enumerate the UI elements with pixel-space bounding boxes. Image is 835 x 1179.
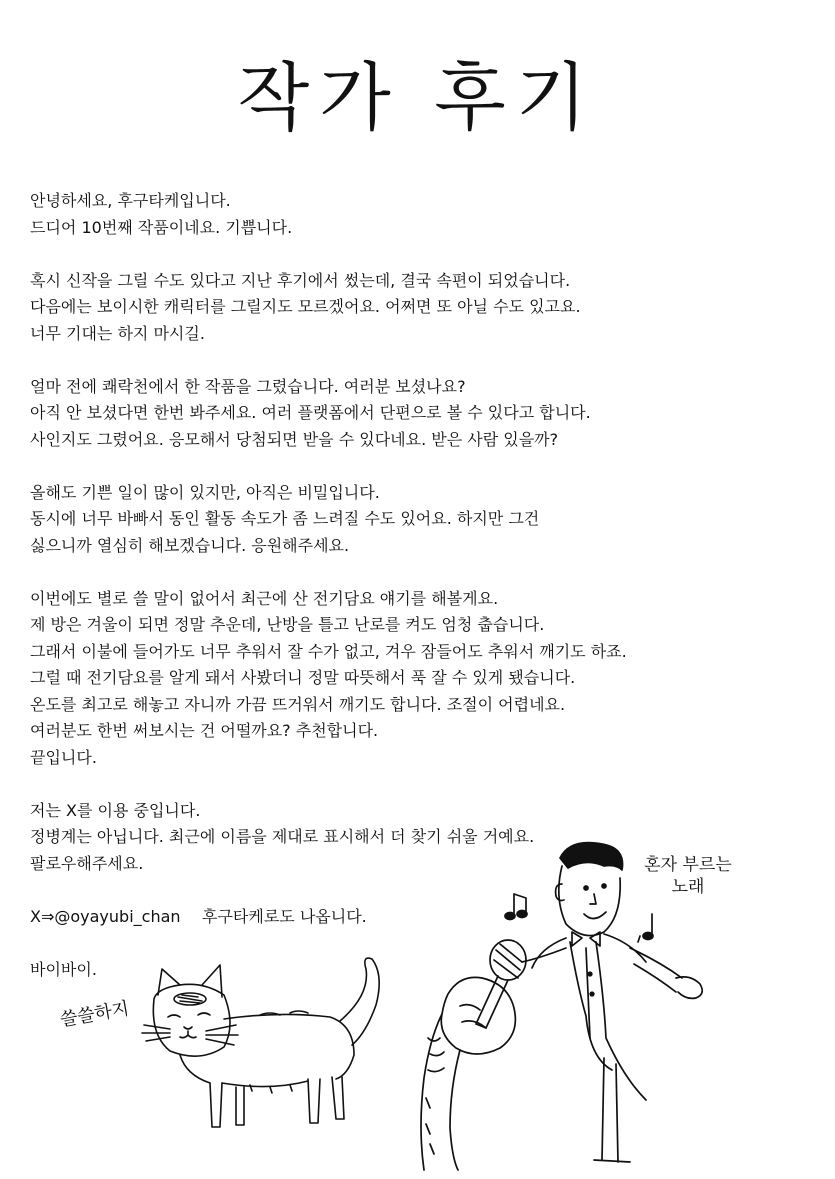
x-handle: X⇒@oyayubi_chan — [30, 906, 181, 926]
singer-caption — [638, 854, 738, 898]
text-line: 드디어 10번째 작품이네요. 기쁩니다. — [30, 217, 293, 237]
text-line: 아직 안 보셨다면 한번 봐주세요. 여러 플랫폼에서 단편으로 볼 수 있다고 합니다. — [30, 403, 591, 422]
text-line: 너무 기대는 하지 마시길. — [30, 323, 205, 343]
text-line: 올해도 기쁜 일이 많이 있지만, 아직은 비밀입니다. — [30, 482, 380, 502]
text-line: 여러분도 한번 써보시는 건 어떨까요? 추천합니다. — [30, 721, 379, 740]
paragraph-electric-blanket — [30, 586, 810, 772]
cat-caption: 쓸쓸하지 — [58, 998, 131, 1031]
x-handle-note: 후구타케로도 나옵니다. — [202, 906, 367, 926]
text-line: 다음에는 보이시한 캐릭터를 그릴지도 모르겠어요. 어쩌면 또 아닐 수도 있고요. — [30, 297, 581, 316]
closing-text: 바이바이. — [30, 959, 97, 979]
text-line: 끝입니다. — [30, 747, 97, 767]
text-line: 팔로우해주세요. — [30, 853, 144, 873]
singer-caption-line2: 노래 — [671, 877, 705, 897]
page-title: 작가 후기 — [237, 55, 598, 141]
text-line: 제 방은 겨울이 되면 정말 추운데, 난방을 틀고 난로를 켜도 엄청 춥습니다. — [30, 615, 545, 634]
text-line: 싫으니까 열심히 해보겠습니다. 응원해주세요. — [30, 535, 350, 555]
paragraph-kairakuten — [30, 374, 810, 454]
text-line: 동시에 너무 바빠서 동인 활동 속도가 좀 느려질 수도 있어요. 하지만 그건 — [30, 509, 540, 528]
cat-illustration — [140, 955, 400, 1135]
text-line: 얼마 전에 쾌락천에서 한 작품을 그렸습니다. 여러분 보셨나요? — [30, 376, 466, 396]
paragraph-this-year — [30, 480, 810, 560]
text-line: 그래서 이불에 들어가도 너무 추워서 잘 수가 없고, 겨우 잠들어도 추워서 깨기도 하죠. — [30, 641, 627, 661]
paragraph-greeting — [30, 188, 810, 241]
text-line: 그럴 때 전기담요를 알게 돼서 사봤더니 정말 따뜻해서 푹 잘 수 있게 됐습니다. — [30, 668, 576, 687]
text-line: 정병계는 아닙니다. 최근에 이름을 제대로 표시해서 더 찾기 쉬울 거예요. — [30, 827, 535, 846]
text-line: 이번에도 별로 쓸 말이 없어서 최근에 산 전기담요 얘기를 해볼게요. — [30, 588, 499, 608]
text-line: 저는 X를 이용 중입니다. — [30, 800, 201, 820]
text-line: 온도를 최고로 해놓고 자니까 가끔 뜨거워서 깨기도 합니다. 조절이 어렵네요. — [30, 694, 566, 714]
text-line: 사인지도 그렸어요. 응모해서 당첨되면 받을 수 있다네요. 받은 사람 있을까? — [30, 429, 559, 449]
text-line: 혹시 신작을 그릴 수도 있다고 지난 후기에서 썼는데, 결국 속편이 되었습니다. — [30, 270, 571, 290]
text-line: 안녕하세요, 후구타케입니다. — [30, 191, 231, 210]
paragraph-new-work — [30, 268, 810, 348]
singer-caption-line1: 혼자 부르는 — [644, 855, 732, 875]
